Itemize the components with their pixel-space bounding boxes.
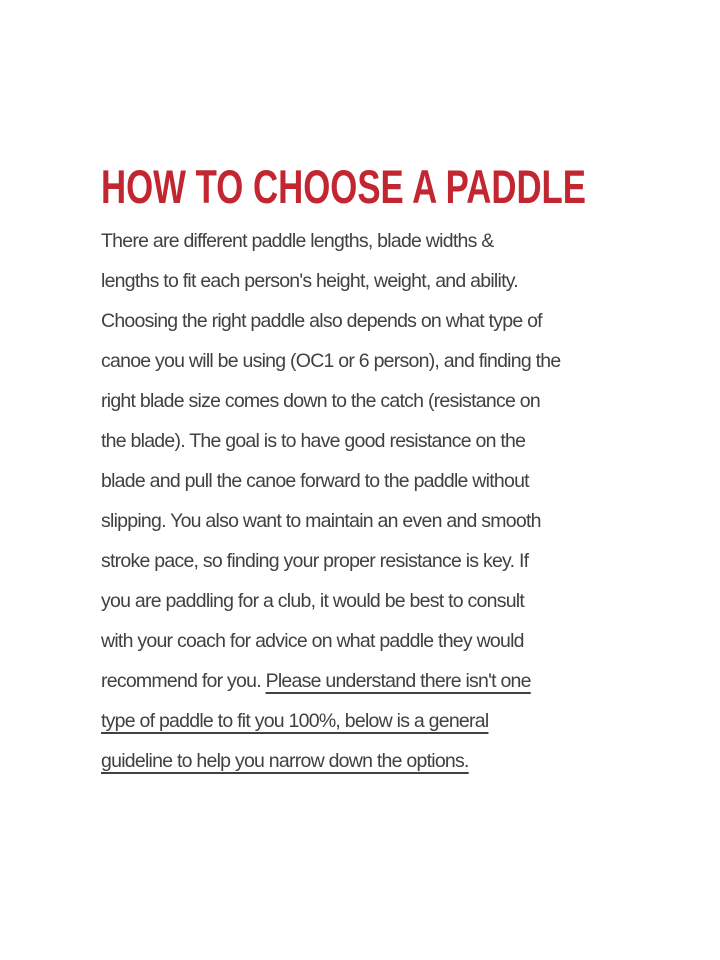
body-line [101,421,661,461]
body-text: recommend for you. [101,670,266,692]
body-line [101,621,661,661]
body-text: right blade size comes down to the catch (resistance on [101,390,540,412]
body-text: There are different paddle lengths, blade widths & [101,230,494,252]
body-text: you are paddling for a club, it would be best to consult [101,590,525,612]
body-text: with your coach for advice on what paddle they would [101,630,524,652]
body-line [101,501,661,541]
body-text: blade and pull the canoe forward to the paddle without [101,470,529,492]
body-text: the blade). The goal is to have good resistance on the [101,430,526,452]
underlined-text: Please understand there isn't one [265,670,531,692]
body-text: Choosing the right paddle also depends on what type of [101,310,542,332]
body-line [101,221,661,261]
body-line [101,461,661,501]
body-line [101,741,661,781]
body-text: lengths to fit each person's height, weight, and ability. [101,270,518,292]
body-line [101,661,661,701]
body-paragraph [101,221,661,781]
body-line [101,261,661,301]
body-text: stroke pace, so finding your proper resistance is key. If [101,550,529,572]
body-line [101,381,661,421]
body-line [101,341,661,381]
body-text: slipping. You also want to maintain an even and smooth [101,510,541,532]
body-line [101,581,661,621]
body-line [101,541,661,581]
page-title: HOW TO CHOOSE A PADDLE [101,160,587,213]
body-text: canoe you will be using (OC1 or 6 person), and finding the [101,350,561,372]
body-line [101,701,661,741]
underlined-text: type of paddle to fit you 100%, below is a general [101,710,489,732]
underlined-text: guideline to help you narrow down the options. [101,750,469,772]
body-line [101,301,661,341]
